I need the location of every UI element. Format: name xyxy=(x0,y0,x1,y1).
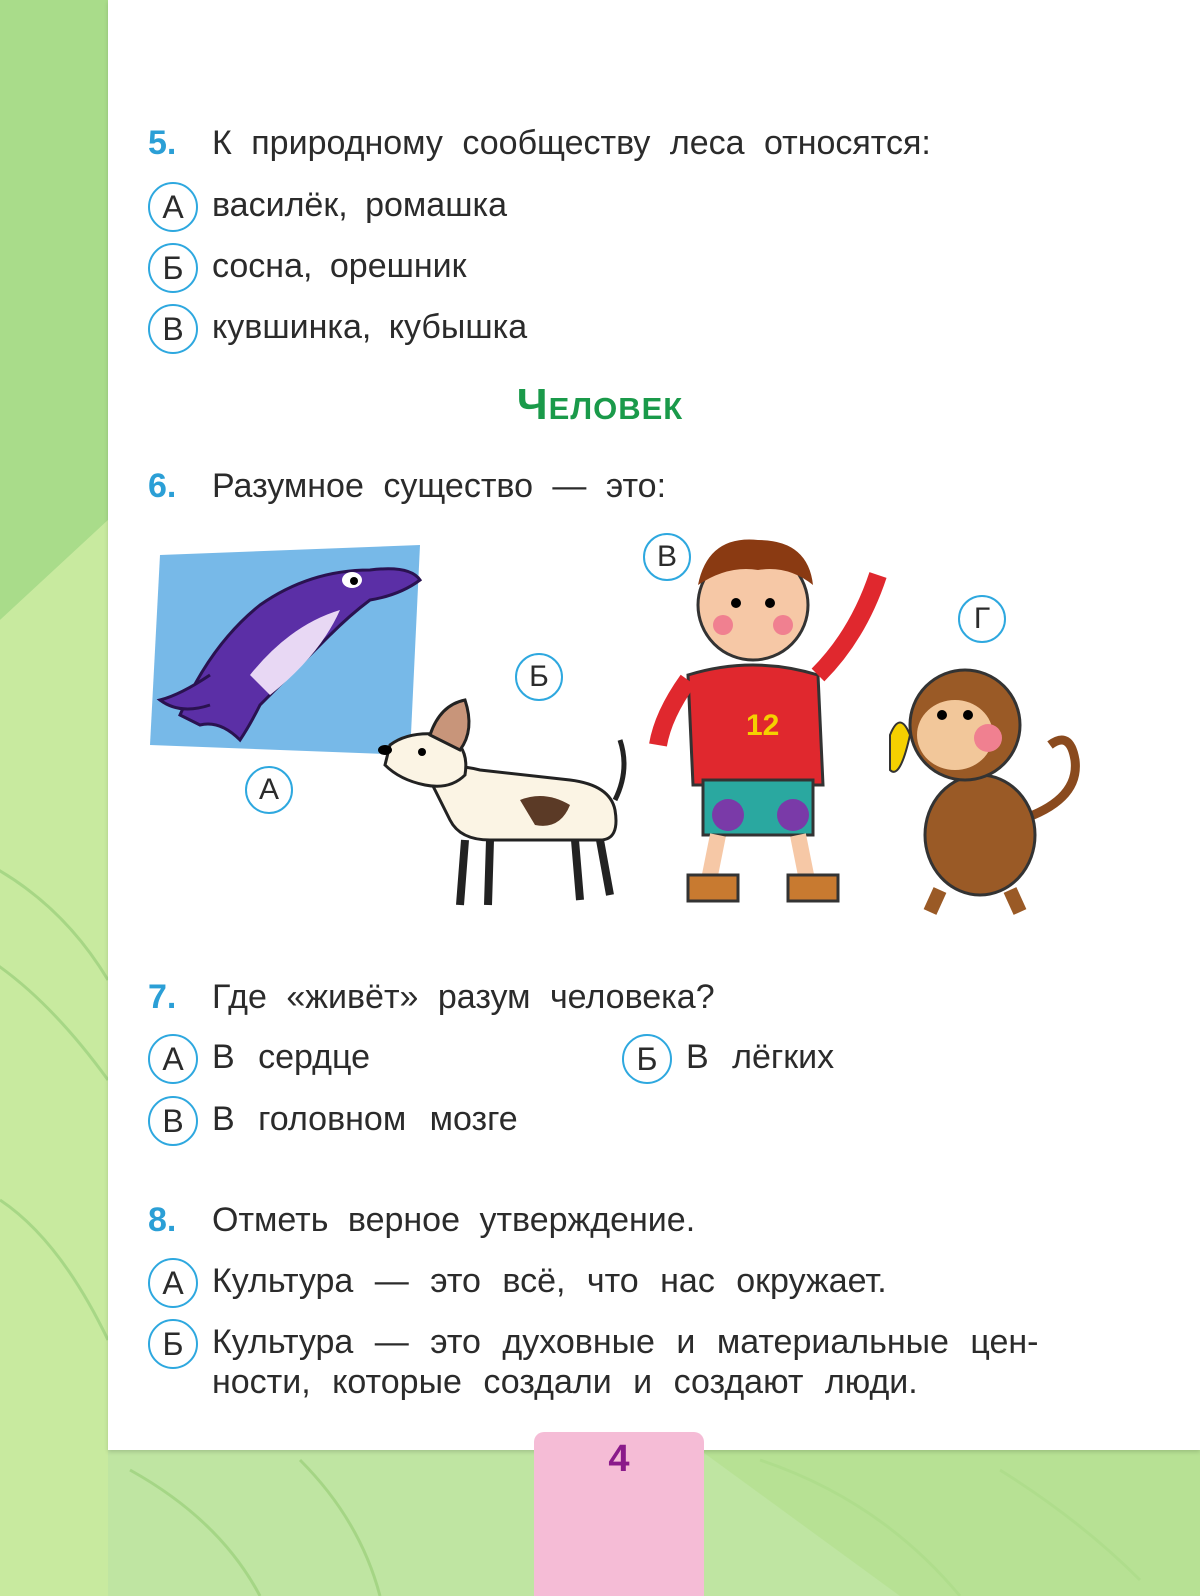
option-text: кувшинка, кубышка xyxy=(212,308,528,346)
option-text: В лёгких xyxy=(686,1038,835,1076)
boy-illustration[interactable] xyxy=(648,525,898,920)
option-letter[interactable]: А xyxy=(148,1258,198,1308)
question-text: Где «живёт» разум человека? xyxy=(212,978,715,1016)
monkey-illustration[interactable] xyxy=(870,650,1090,915)
option-letter[interactable]: А xyxy=(148,182,198,232)
option-letter[interactable]: А xyxy=(148,1034,198,1084)
question-number: 6. xyxy=(148,467,177,505)
option-text-line-1: Культура — это духовные и материальные цен- xyxy=(212,1323,1039,1361)
option-label-b[interactable]: Б xyxy=(515,653,563,701)
question-text: К природному сообществу леса относятся: xyxy=(212,124,931,162)
option-text-line-2: ности, которые создали и создают люди. xyxy=(212,1363,918,1401)
option-text: Культура — это всё, что нас окружает. xyxy=(212,1262,887,1300)
option-text: сосна, орешник xyxy=(212,247,467,285)
question-number: 5. xyxy=(148,124,177,162)
question-number: 8. xyxy=(148,1201,177,1239)
option-letter[interactable]: В xyxy=(148,304,198,354)
option-letter[interactable]: Б xyxy=(148,243,198,293)
svg-text:12: 12 xyxy=(746,709,780,742)
dog-illustration[interactable] xyxy=(370,690,640,910)
option-letter[interactable]: В xyxy=(148,1096,198,1146)
question-text: Разумное существо — это: xyxy=(212,467,667,505)
option-text: В сердце xyxy=(212,1038,371,1076)
page-number: 4 xyxy=(534,1432,704,1596)
option-text: василёк, ромашка xyxy=(212,186,508,224)
option-letter[interactable]: Б xyxy=(622,1034,672,1084)
option-label-d[interactable]: Г xyxy=(958,595,1006,643)
section-title: Человек xyxy=(516,380,684,429)
question-number: 7. xyxy=(148,978,177,1016)
option-label-a[interactable]: А xyxy=(245,766,293,814)
question-text: Отметь верное утверждение. xyxy=(212,1201,696,1239)
option-label-c[interactable]: В xyxy=(643,533,691,581)
option-text: В головном мозге xyxy=(212,1100,518,1138)
option-letter[interactable]: Б xyxy=(148,1319,198,1369)
